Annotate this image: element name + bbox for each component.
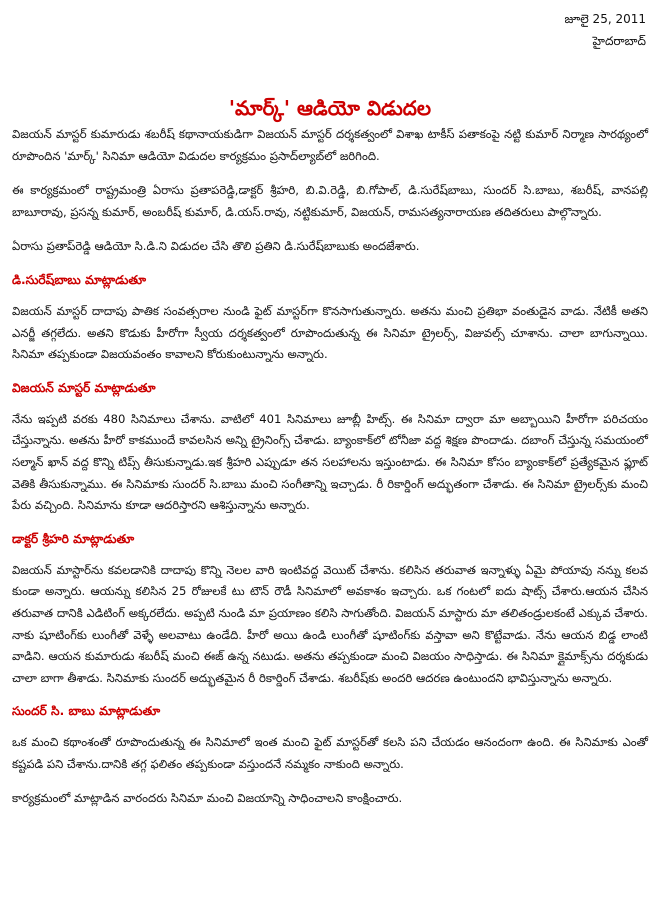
- article-body: [12, 124, 648, 823]
- article-paragraph: ఒక మంచి కథాంశంతో రూపొందుతున్న ఈ సినిమాలో ఇంత మంచి ఫైట్ మాస్టర్‌తో కలసి పని చేయడం ఆనందంగా ఉంది. ఈ సినిమాకు ఎంతో కష్టపడి పని చేశాను.దానికి తగ్గ ఫలితం తప్పకుండా వస్తుందనే నమ్మకం నాకుంది అన్నారు.: [12, 735, 648, 771]
- article-paragraph: కార్యక్రమంలో మాట్లాడిన వారందరు సినిమా మంచి విజయాన్ని సాధించాలని కాంక్షించారు.: [12, 791, 403, 806]
- release-date: జూలై 25, 2011: [564, 12, 646, 26]
- release-place: హైదరాబాద్: [592, 34, 646, 48]
- article-paragraph: నేను ఇప్పటి వరకు 480 సినిమాలు చేశాను. వాటిలో 401 సినిమాలు జూబ్లీ హిట్స్. ఈ సినిమా ద్వారా మా అబ్బాయిని హీరోగా పరిచయం చేస్తున్నాను. అతను హీరో కాకముందే కావలసిన అన్ని ట్రైనింగ్స్ చేశాడు. బ్యాంకాక్‌లో టోనీజా వద్ద శిక్షణ పొందాడు. దబాంగ్ చేస్తున్న సమయంలో సల్మాన్ ఖాన్ వద్ద కొన్ని టిప్స్ తీసుకున్నాడు.ఇక శ్రీహరి ఎప్పుడూ తన సలహాలను ఇస్తుంటాడు. ఈ సినిమా కోసం బ్యాంకాక్‌లో ప్రత్యేకమైన ఫ్లూట్ వెతికి తీసుకున్నాము. ఈ సినిమాకు సుందర్ సి.బాబు మంచి సంగీతాన్ని ఇచ్చాడు. రీ రికార్డింగ్ అద్భుతంగా చేశాడు. ఈ సినిమా ట్రైలర్స్‌కు మంచి పేరు వచ్చింది. సినిమాను కూడా ఆదరిస్తారని ఆశిస్తున్నాను అన్నారు.: [12, 411, 648, 513]
- article-paragraph: ఈ కార్యక్రమంలో రాష్ట్రమంత్రి ఏరాసు ప్రతాపరెడ్డి,డాక్టర్ శ్రీహరి, బి.వి.రెడ్డి, బి.గోపాల్, డి.సురేష్‌బాబు, సుందర్ సి.బాబు, శబరీష్, వానపల్లి బాబూరావు, ప్రసన్న కుమార్, అంబరీష్ కుమార్, డి.యస్.రావు, నట్టికుమార్, విజయన్, రామసత్యనారాయణ తదితరులు పాల్గొన్నారు.: [12, 183, 648, 219]
- article-paragraph: విజయన్ మాస్టర్ దాదాపు పాతిక సంవత్సరాల నుండి ఫైట్ మాస్టర్‌గా కొనసాగుతున్నారు. అతను మంచి ప్రతిభా వంతుడైన వాడు. నేటికీ అతని ఎనర్జీ తగ్గలేదు. అతని కొడుకు హీరోగా స్వీయ దర్శకత్వంలో రూపొందుతున్న ఈ సినిమా ట్రైలర్స్, విజువల్స్ చూశాను. చాలా బాగున్నాయి. సినిమా తప్పకుండా విజయవంతం కావాలని కోరుకుంటున్నాను అన్నారు.: [12, 303, 648, 362]
- speaker-heading: విజయన్ మాస్టర్ మాట్లాడుతూ: [12, 380, 156, 395]
- page-title: 'మార్క్' ఆడియో విడుదల: [228, 96, 432, 120]
- article-paragraph: ఏరాసు ప్రతాప్‌రెడ్డి ఆడియో సి.డి.ని విడుదల చేసి తొలి ప్రతిని డి.సురేష్‌బాబుకు అందజేశారు.: [12, 239, 420, 254]
- speaker-heading: డాక్టర్ శ్రీహరి మాట్లాడుతూ: [12, 531, 135, 546]
- speaker-heading: సుందర్ సి. బాబు మాట్లాడుతూ: [12, 704, 161, 719]
- dateline: [564, 8, 646, 52]
- article-paragraph: విజయన్ మాస్టార్‌ను కవలడానికి దాదాపు కొన్ని నెలల వారి ఇంటివద్ద వెయిట్ చేశాను. కలిసిన తరువాత ఇన్నాళ్ళు ఏమై పోయావు నన్ను కలవ కుండా అన్నారు. ఆయన్ను కలిసిన 25 రోజులకే టు టౌన్ రౌడీ సినిమాలో అవకాశం ఇచ్చారు. ఒక గంటలో ఐదు షాట్స్ చేశారు.ఆయన చేసిన తరువాత దానికి ఎడిటింగ్ అక్కరలేదు. అప్పటి నుండి మా ప్రయాణం కలిసి సాగుతోంది. విజయన్ మాస్టారు మా తలితండ్రులకంటే ఎక్కువ చేశారు. నాకు షూటింగ్‌కు లుంగీతో వెళ్ళే అలవాటు ఉండేది. హీరో అయి ఉండి లుంగీతో షూటింగ్‌కు వస్తావా అని కొట్టేవాడు. నేను ఆయన బిడ్డ లాంటి వాడిని. ఆయన కుమారుడు శబరీష్ మంచి ఈజ్ ఉన్న నటుడు. అతను తప్పకుండా మంచి విజయం సాధిస్తాడు. ఈ సినిమా క్లైమాక్స్‌ను దర్శకుడు చాలా బాగా తీశాడు. సినిమాకు సుందర్ అద్భుతమైన రీ రికార్డింగ్ చేశాడు. శబరీష్‌కు అందరి ఆదరణ ఉంటుందని భావిస్తున్నాను అన్నారు.: [12, 562, 648, 685]
- article-paragraph: విజయన్ మాస్టర్ కుమారుడు శబరీష్ కథానాయకుడిగా విజయన్ మాస్టర్ దర్శకత్వంలో విశాఖ టాకీస్ పతాకంపై నట్టి కుమార్ నిర్మాణ సారథ్యంలో రూపొందిన 'మార్క్' సినిమా ఆడియో విడుదల కార్యక్రమం ప్రసాద్‌ల్యాబ్‌లో జరిగింది.: [12, 127, 648, 163]
- speaker-heading: డి.సురేష్‌బాబు మాట్లాడుతూ: [12, 272, 146, 287]
